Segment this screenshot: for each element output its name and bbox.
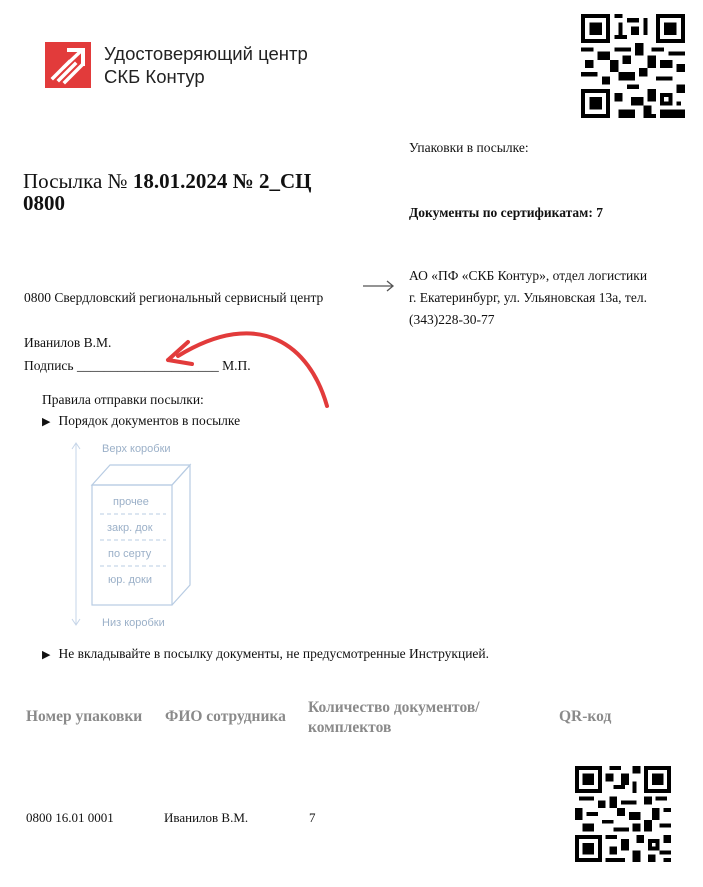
route-to-line1: АО «ПФ «СКБ Контур», отдел логистики [409,268,648,283]
box-bottom-label: Низ коробки [102,617,165,629]
box-top-label: Верх коробки [102,443,171,455]
row-employee: Иванилов В.М. [164,810,249,825]
rules-item-2-text: Не вкладывайте в посылку документы, не предусмотренные Инструкцией. [58,646,490,661]
box-layer-4: юр. доки [108,574,152,586]
col-doc-count-line1: Количество документов/ [308,699,480,716]
parcel-title-prefix: Посылка № [23,169,133,193]
route-to [409,265,647,331]
qr-code-icon [575,766,671,862]
parcel-title [23,170,353,214]
col-doc-count [308,698,480,738]
box-layer-1: прочее [113,496,149,508]
route-to-line3: (343)228-30-77 [409,312,495,327]
row-doc-count: 7 [309,810,316,825]
triangle-right-icon: ▶ [42,649,51,661]
route-from: 0800 Свердловский региональный сервисный центр [24,290,324,305]
docs-by-cert: Документы по сертификатам: 7 [409,205,603,220]
rules-item-1 [42,410,240,433]
arrow-right-icon [362,279,396,293]
box-layer-2: закр. док [107,522,153,534]
col-doc-count-line2: комплектов [308,719,392,736]
box-order-diagram [62,437,192,633]
packages-label: Упаковки в посылке: [409,140,529,155]
rules-item-1-text: Порядок документов в посылке [58,413,241,428]
route-to-line2: г. Екатеринбург, ул. Ульяновская 13а, тел. [409,290,647,305]
row-package-number: 0800 16.01 0001 [26,810,114,825]
col-qr: QR-код [559,708,612,725]
col-package-number: Номер упаковки [26,708,143,725]
company-name-line2: СКБ Контур [104,66,205,87]
rules-heading: Правила отправки посылки: [42,392,204,407]
company-name-line1: Удостоверяющий центр [104,43,308,64]
qr-code-icon [581,14,685,118]
sender-name: Иванилов В.М. [24,335,112,350]
skb-kontur-logo-icon [45,42,91,88]
signature-line: Подпись _____________________ М.П. [24,358,251,373]
company-name [104,42,308,88]
col-employee: ФИО сотрудника [165,708,286,725]
box-layer-3: по серту [108,548,152,560]
parcel-number-line2: 0800 [23,191,65,215]
triangle-right-icon: ▶ [42,416,51,428]
parcel-number-line1: 18.01.2024 № 2_СЦ [132,169,312,193]
rules-item-2 [42,643,489,666]
